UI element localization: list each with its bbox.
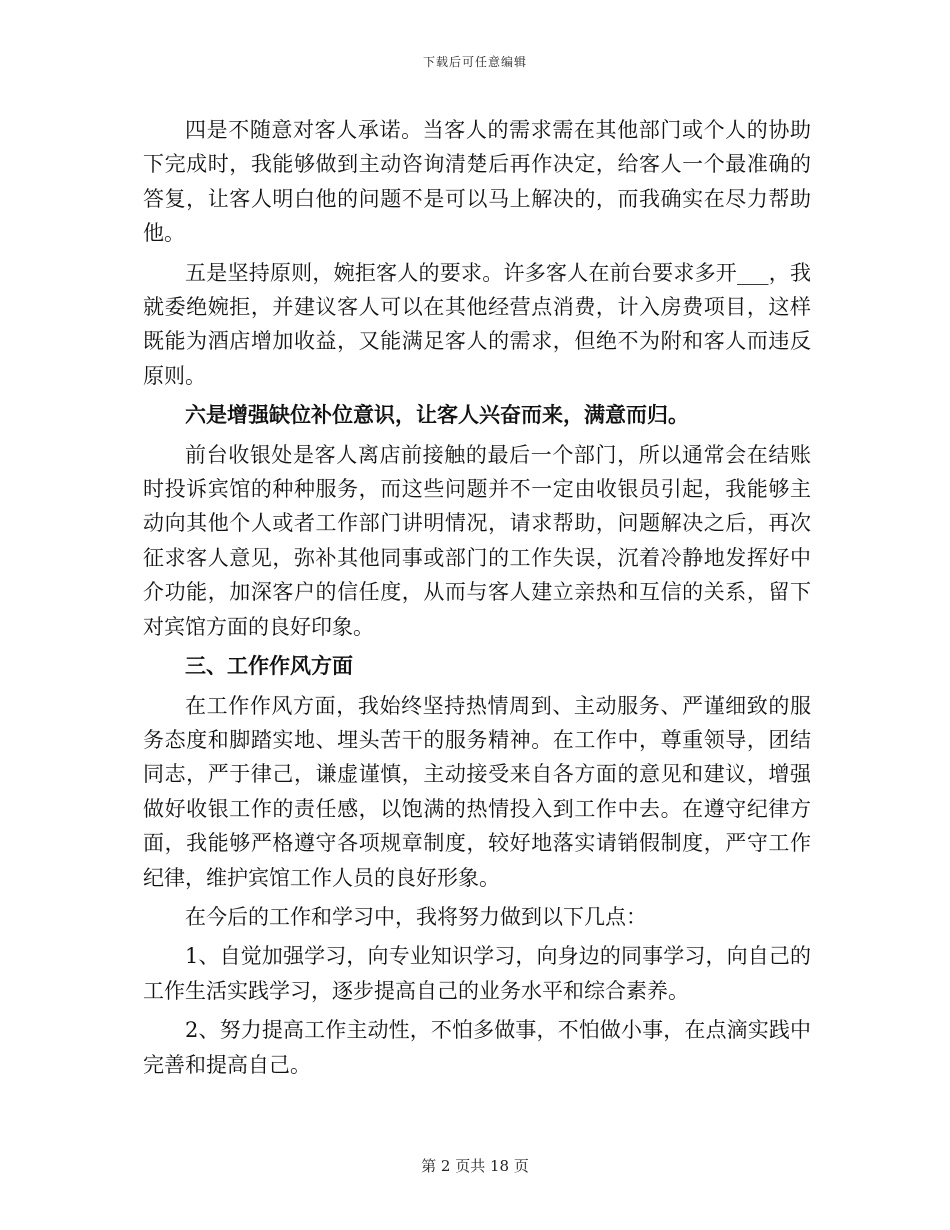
paragraph-5: 五是坚持原则，婉拒客人的要求。许多客人在前台要求多开___，我就委绝婉拒，并建议客人可以在其他经营点消费，计入房费项目，这样既能为酒店增加收益，又能满足客人的需求，但绝不为附和客人而违反原则。 <box>143 260 811 388</box>
page-footer: 第 2 页共 18 页 <box>421 1157 529 1175</box>
paragraph-4: 四是不随意对客人承诺。当客人的需求需在其他部门或个人的协助下完成时，我能够做到主动咨询清楚后再作决定，给客人一个最准确的答复，让客人明白他的问题不是可以马上解决的，而我确实在尽力帮助他。 <box>143 118 811 246</box>
section-heading-3: 三、工作作风方面 <box>185 654 353 679</box>
paragraph-cashier: 前台收银处是客人离店前接触的最后一个部门，所以通常会在结账时投诉宾馆的种种服务，而这些问题并不一定由收银员引起，我能够主动向其他个人或者工作部门讲明情况，请求帮助，问题解决之后，再次征求客人意见，弥补其他同事或部门的工作失误，沉着冷静地发挥好中介功能，加深客户的信任度，从而与客人建立亲热和互信的关系，留下对宾馆方面的良好印象。 <box>143 442 811 639</box>
heading-6: 六是增强缺位补位意识，让客人兴奋而来，满意而归。 <box>185 403 689 428</box>
paragraph-future: 在今后的工作和学习中，我将努力做到以下几点： <box>185 904 647 929</box>
page-header: 下载后可任意编辑 <box>422 55 527 69</box>
paragraph-work-style: 在工作作风方面，我始终坚持热情周到、主动服务、严谨细致的服务态度和脚踏实地、埋头苦干的服务精神。在工作中，尊重领导，团结同志，严于律己，谦虚谨慎，主动接受来自各方面的意见和建议，增强做好收银工作的责任感，以饱满的热情投入到工作中去。在遵守纪律方面，我能够严格遵守各项规章制度，较好地落实请销假制度，严守工作纪律，维护宾馆工作人员的良好形象。 <box>143 693 811 890</box>
list-item-2: 2、努力提高工作主动性，不怕多做事，不怕做小事，在点滴实践中完善和提高自己。 <box>143 1018 811 1077</box>
document-body <box>143 108 811 1082</box>
list-item-1: 1、自觉加强学习，向专业知识学习，向身边的同事学习，向自己的工作生活实践学习，逐步提高自己的业务水平和综合素养。 <box>143 944 811 1003</box>
